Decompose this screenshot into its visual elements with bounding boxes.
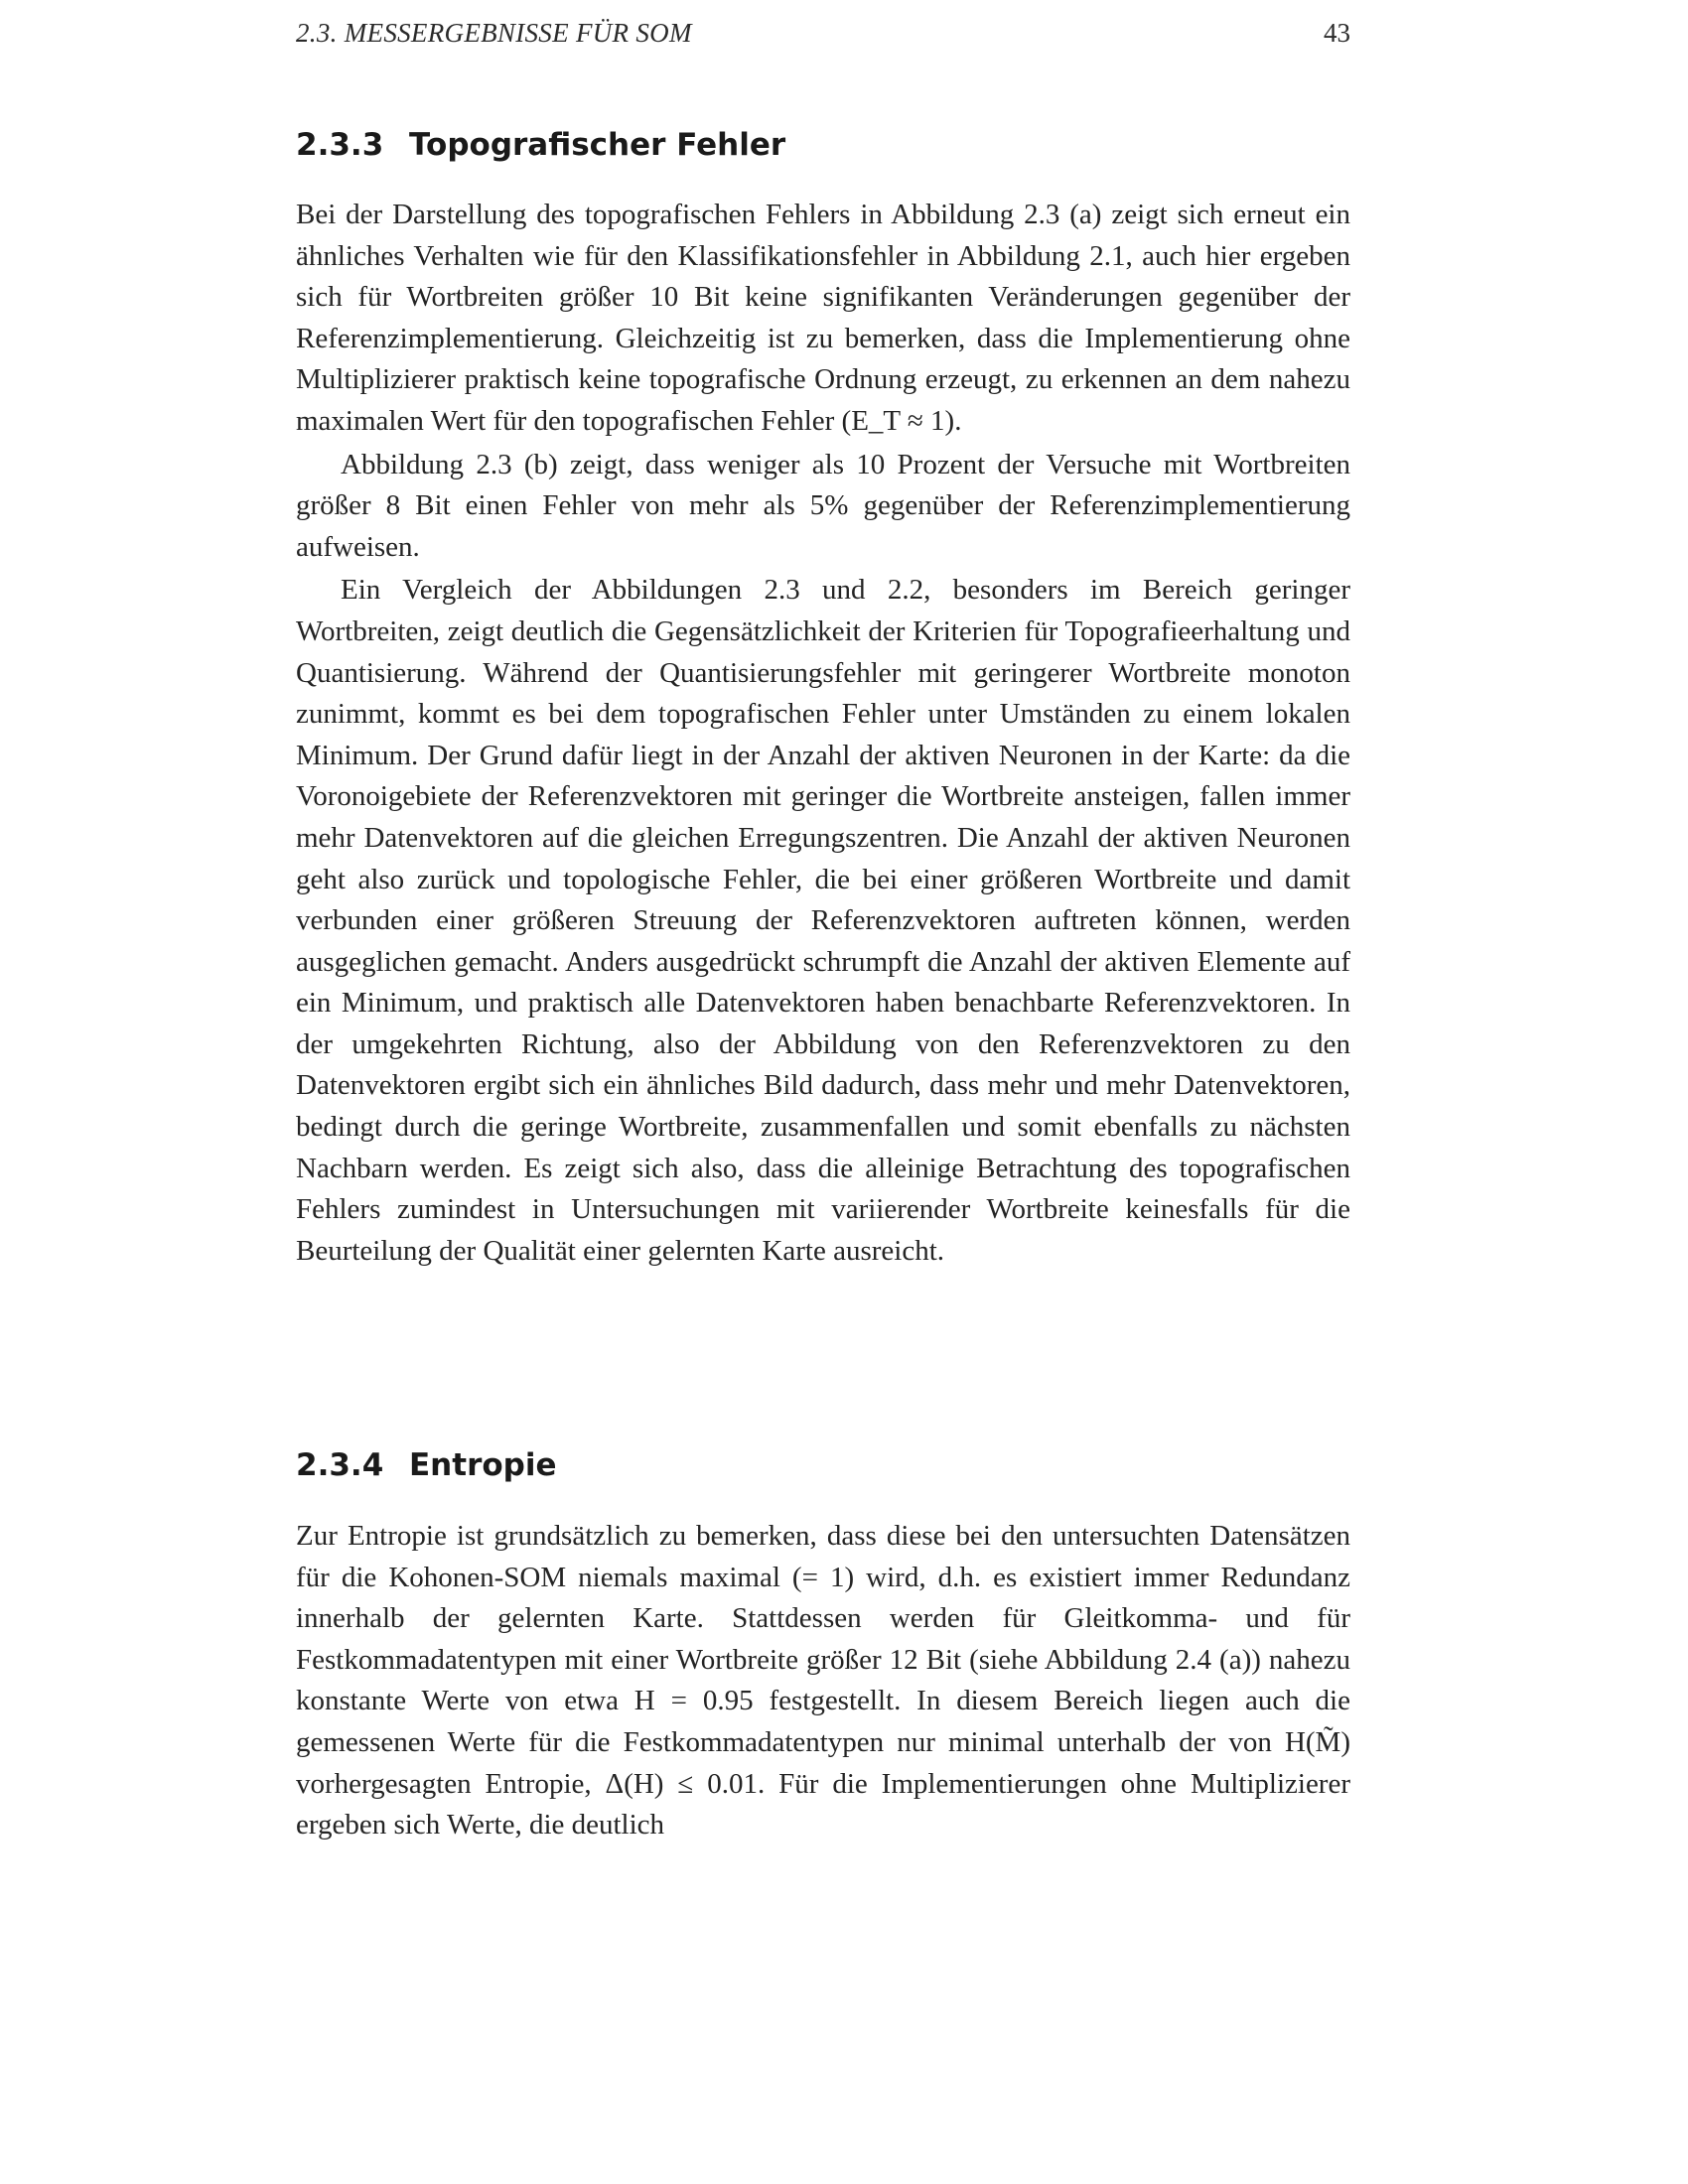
section-number: 2.3.4	[296, 1447, 384, 1483]
section-heading-2-3-4	[296, 1447, 557, 1483]
page	[296, 0, 1350, 2184]
paragraph: Zur Entropie ist grundsätzlich zu bemerken, dass diese bei den untersuchten Datensätzen für die Kohonen-SOM niemals maximal (= 1) wird, d.h. es existiert immer Redundanz innerhalb der gelernten Karte. Stattdessen werden für Gleitkomma- und für Festkommadatentypen mit einer Wortbreite größer 12 Bit (siehe Abbildung 2.4 (a)) nahezu konstante Werte von etwa H = 0.95 festgestellt. In diesem Bereich liegen auch die gemessenen Werte für die Festkommadatentypen nur minimal unterhalb der von H(M̃) vorhergesagten Entropie, Δ(H) ≤ 0.01. Für die Implementierungen ohne Multiplizierer ergeben sich Werte, die deutlich	[296, 1520, 1350, 1842]
section-body-2-3-3	[296, 195, 1350, 1272]
paragraph: Bei der Darstellung des topografischen Fehlers in Abbildung 2.3 (a) zeigt sich erneut ein ähnliches Verhalten wie für den Klassifikationsfehler in Abbildung 2.1, auch hier ergeben sich für Wortbreiten größer 10 Bit keine signifikanten Veränderungen gegenüber der Referenzimplementierung. Gleichzeitig ist zu bemerken, dass die Implementierung ohne Multiplizierer praktisch keine topografische Ordnung erzeugt, zu erkennen an dem nahezu maximalen Wert für den topografischen Fehler (E_T ≈ 1).	[296, 199, 1350, 437]
section-body-2-3-4	[296, 1516, 1350, 1846]
page-number: 43	[1324, 18, 1350, 48]
section-title: Entropie	[409, 1447, 557, 1483]
section-title: Topografischer Fehler	[409, 127, 786, 163]
paragraph: Abbildung 2.3 (b) zeigt, dass weniger als 10 Prozent der Versuche mit Wortbreiten größer 8 Bit einen Fehler von mehr als 5% gegenüber der Referenzimplementierung aufweisen.	[296, 448, 1350, 563]
running-head-title: 2.3. MESSERGEBNISSE FÜR SOM	[296, 18, 692, 48]
running-head	[296, 18, 1350, 54]
section-number: 2.3.3	[296, 127, 384, 163]
section-heading-2-3-3	[296, 127, 785, 163]
paragraph: Ein Vergleich der Abbildungen 2.3 und 2.2, besonders im Bereich geringer Wortbreiten, zeigt deutlich die Gegensätzlichkeit der Kriterien für Topografieerhaltung und Quantisierung. Während der Quantisierungsfehler mit geringerer Wortbreite monoton zunimmt, kommt es bei dem topografischen Fehler unter Umständen zu einem lokalen Minimum. Der Grund dafür liegt in der Anzahl der aktiven Neuronen in der Karte: da die Voronoigebiete der Referenzvektoren mit geringer die Wortbreite ansteigen, fallen immer mehr Datenvektoren auf die gleichen Erregungszentren. Die Anzahl der aktiven Neuronen geht also zurück und topologische Fehler, die bei einer größeren Wortbreite und damit verbunden einer größeren Streuung der Referenzvektoren auftreten können, werden ausgeglichen gemacht. Anders ausgedrückt schrumpft die Anzahl der aktiven Elemente auf ein Minimum, und praktisch alle Datenvektoren haben benachbarte Referenzvektoren. In der umgekehrten Richtung, also der Abbildung von den Referenzvektoren zu den Datenvektoren ergibt sich ein ähnliches Bild dadurch, dass mehr und mehr Datenvektoren, bedingt durch die geringe Wortbreite, zusammenfallen und somit ebenfalls zu nächsten Nachbarn werden. Es zeigt sich also, dass die alleinige Betrachtung des topografischen Fehlers zumindest in Untersuchungen mit variierender Wortbreite keinesfalls für die Beurteilung der Qualität einer gelernten Karte ausreicht.	[296, 574, 1350, 1267]
